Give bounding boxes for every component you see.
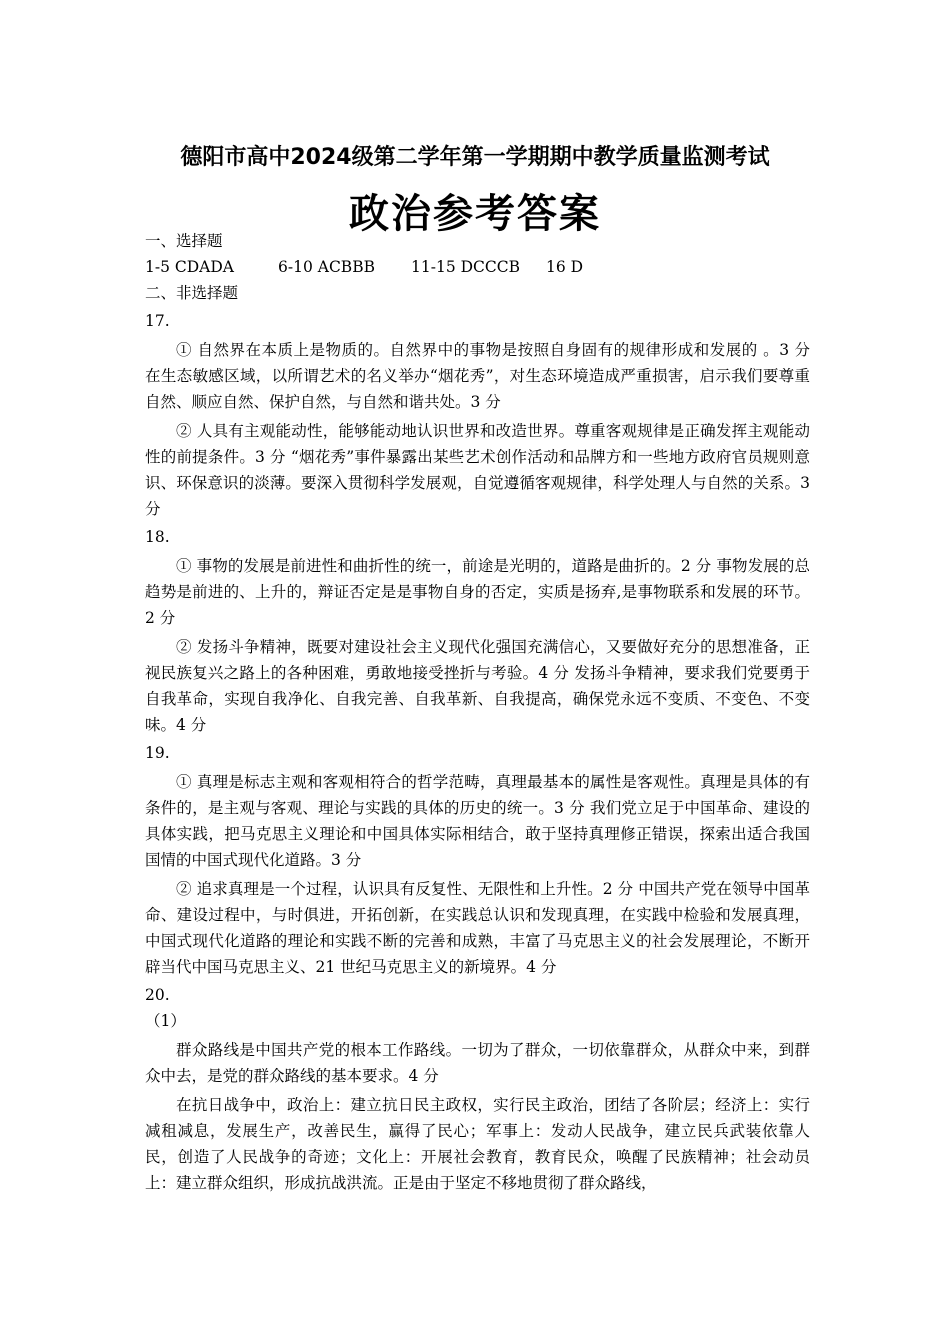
answer-content — [145, 228, 810, 1196]
choice-answers-row — [145, 254, 810, 280]
answer-paragraph: ① 事物的发展是前进性和曲折性的统一，前途是光明的，道路是曲折的。2 分 事物发展的总趋势是前进的、上升的，辩证否定是是事物自身的否定，实质是扬弃,是事物联系和发展的环节。2 分 — [145, 557, 810, 627]
sub-question-label: （1） — [145, 1012, 186, 1030]
subject-title: 政治参考答案 — [349, 191, 601, 237]
question-number: 19. — [145, 744, 170, 762]
answer-paragraph: 群众路线是中国共产党的根本工作路线。一切为了群众，一切依靠群众，从群众中来，到群众中去，是党的群众路线的基本要求。4 分 — [145, 1041, 810, 1085]
choice-answer-group: 11-15 DCCCB — [411, 258, 521, 276]
choice-answer-group: 1-5 CDADA — [145, 258, 234, 276]
choice-answer-group: 6-10 ACBBB — [278, 258, 375, 276]
answer-paragraph: ① 真理是标志主观和客观相符合的哲学范畴，真理最基本的属性是客观性。真理是具体的有条件的，是主观与客观、理论与实践的具体的历史的统一。3 分 我们党立足于中国革命、建设的具体实践，把马克思主义理论和中国具体实际相结合，敢于坚持真理修正错误，探索出适合我国国情的中国式现代化道路。3 分 — [145, 773, 810, 869]
question-number: 18. — [145, 528, 170, 546]
answer-paragraph: ② 人具有主观能动性，能够能动地认识世界和改造世界。尊重客观规律是正确发挥主观能动性的前提条件。3 分 “烟花秀”事件暴露出某些艺术创作活动和品牌方和一些地方政府官员规则意识、环保意识的淡薄。要深入贯彻科学发展观，自觉遵循客观规律，科学处理人与自然的关系。3 分 — [145, 422, 810, 518]
section-heading-nonchoice: 二、非选择题 — [145, 284, 239, 302]
answer-paragraph: ① 自然界在本质上是物质的。自然界中的事物是按照自身固有的规律形成和发展的 。3 分 在生态敏感区域，以所谓艺术的名义举办“烟花秀”，对生态环境造成严重损害，启示我们要尊重自然、顺应自然、保护自然，与自然和谐共处。3 分 — [145, 341, 810, 411]
section-heading-choice: 一、选择题 — [145, 232, 223, 250]
answer-paragraph: ② 追求真理是一个过程，认识具有反复性、无限性和上升性。2 分 中国共产党在领导中国革命、建设过程中，与时俱进，开拓创新，在实践总认识和发现真理，在实践中检验和发展真理，中国式现代化道路的理论和实践不断的完善和成熟，丰富了马克思主义的社会发展理论，不断开辟当代中国马克思主义、21 世纪马克思主义的新境界。4 分 — [145, 880, 810, 976]
question-number: 20. — [145, 986, 170, 1004]
answer-paragraph: ② 发扬斗争精神，既要对建设社会主义现代化强国充满信心，又要做好充分的思想准备，正视民族复兴之路上的各种困难，勇敢地接受挫折与考验。4 分 发扬斗争精神，要求我们党要勇于自我革命，实现自我净化、自我完善、自我革新、自我提高，确保党永远不变质、不变色、不变味。4 分 — [145, 638, 810, 734]
choice-answer-group: 16 D — [546, 258, 584, 276]
answer-paragraph: 在抗日战争中，政治上：建立抗日民主政权，实行民主政治，团结了各阶层；经济上：实行减租减息，发展生产，改善民生，赢得了民心；军事上：发动人民战争，建立民兵武装依靠人民，创造了人民战争的奇迹；文化上：开展社会教育，教育民众，唤醒了民族精神；社会动员上：建立群众组织，形成抗战洪流。正是由于坚定不移地贯彻了群众路线， — [145, 1096, 810, 1192]
question-number: 17. — [145, 312, 170, 330]
exam-title: 德阳市高中2024级第二学年第一学期期中教学质量监测考试 — [180, 145, 770, 170]
